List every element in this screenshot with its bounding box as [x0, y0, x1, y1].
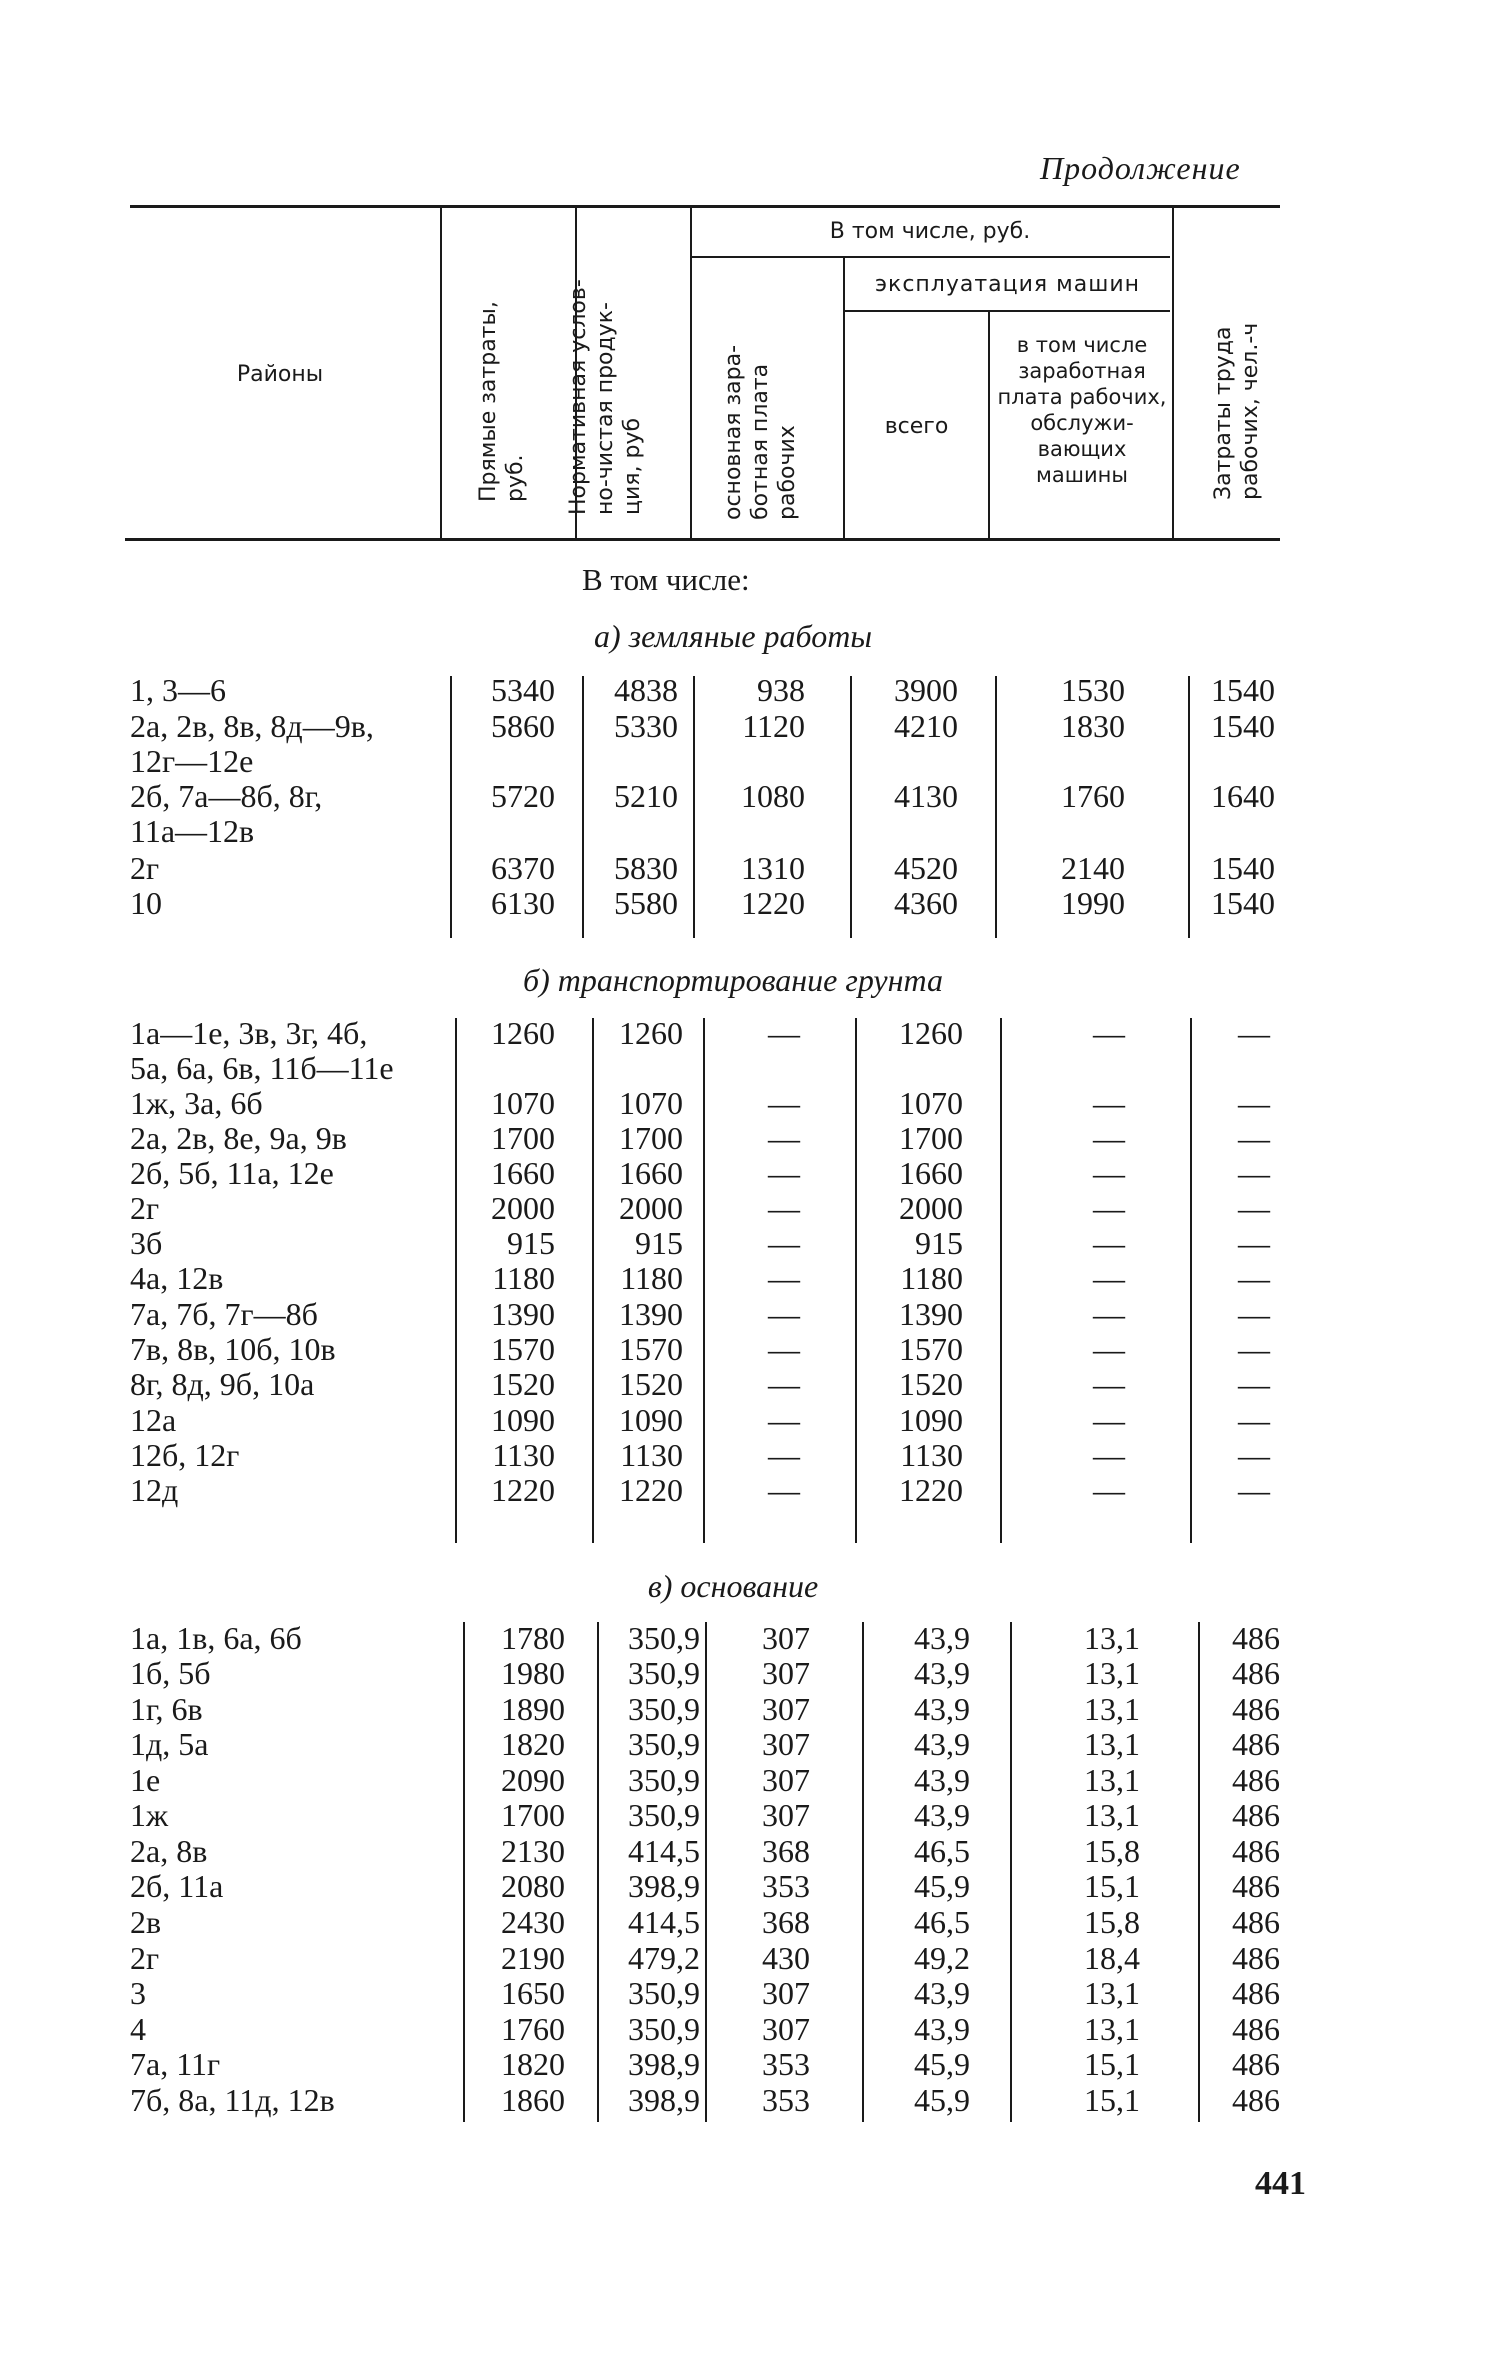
row-label: 1а, 1в, 6а, 6б: [130, 1620, 302, 1656]
cell-value: 307: [762, 1691, 810, 1727]
cell-value: 15,1: [1084, 1868, 1140, 1904]
table-row: [0, 1762, 1506, 1798]
cell-value: 1130: [900, 1437, 963, 1473]
cell-value: 1660: [491, 1155, 555, 1191]
table-row: [0, 1331, 1506, 1367]
cell-value: 13,1: [1084, 1797, 1140, 1833]
cell-value: 353: [762, 2046, 810, 2082]
including-rule: [690, 256, 1170, 258]
header-vline-1: [440, 208, 442, 538]
header-total: всего: [884, 414, 949, 439]
row-label-continuation: 11а—12в: [130, 813, 255, 849]
cell-value: 414,5: [628, 1833, 700, 1869]
cell-value: —: [1093, 1015, 1125, 1051]
cell-value: 43,9: [914, 1762, 970, 1798]
cell-value: 1090: [491, 1402, 555, 1438]
cell-value: 915: [507, 1225, 555, 1261]
cell-value: —: [768, 1402, 800, 1438]
cell-value: 1570: [899, 1331, 963, 1367]
cell-value: —: [768, 1296, 800, 1332]
cell-value: —: [768, 1085, 800, 1121]
row-label-continuation: 12г—12е: [130, 743, 254, 779]
row-label: 2б, 11а: [130, 1868, 224, 1904]
cell-value: 2000: [491, 1190, 555, 1226]
row-label: 7б, 8а, 11д, 12в: [130, 2082, 335, 2118]
cell-value: 486: [1232, 2082, 1280, 2118]
cell-value: 2090: [501, 1762, 565, 1798]
cell-value: 4210: [894, 708, 958, 744]
cell-value: 5580: [614, 885, 678, 921]
cell-value: 1820: [501, 1726, 565, 1762]
cell-value: 1890: [501, 1691, 565, 1727]
cell-value: 1180: [620, 1260, 683, 1296]
table-row: [0, 1225, 1506, 1261]
cell-value: 2080: [501, 1868, 565, 1904]
cell-value: 45,9: [914, 2082, 970, 2118]
header-base-wage: основная зара-ботная плата рабочих: [721, 344, 800, 520]
continuation-label: Продолжение: [1040, 150, 1241, 186]
cell-value: 1980: [501, 1655, 565, 1691]
header-regions: Районы: [236, 362, 324, 387]
row-label: 2б, 7а—8б, 8г,: [130, 778, 323, 814]
cell-value: —: [768, 1472, 800, 1508]
row-label: 8г, 8д, 9б, 10а: [130, 1366, 315, 1402]
header-machine-wage: в том числе заработная плата рабочих, обслужи-вающих машины: [997, 333, 1167, 487]
cell-value: 307: [762, 1797, 810, 1833]
cell-value: —: [1238, 1225, 1270, 1261]
cell-value: 1390: [491, 1296, 555, 1332]
cell-value: —: [1093, 1296, 1125, 1332]
header-vline-4: [843, 258, 845, 538]
cell-value: 486: [1232, 1762, 1280, 1798]
cell-value: 1520: [491, 1366, 555, 1402]
cell-value: —: [768, 1366, 800, 1402]
cell-value: 6130: [491, 885, 555, 921]
table-row: [0, 1797, 1506, 1833]
cell-value: 1070: [619, 1085, 683, 1121]
cell-value: —: [1093, 1437, 1125, 1473]
table-row: [0, 2011, 1506, 2047]
cell-value: —: [1238, 1085, 1270, 1121]
cell-value: 1700: [899, 1120, 963, 1156]
including-label: В том числе:: [582, 562, 750, 597]
row-label: 1а—1е, 3в, 3г, 4б,: [130, 1015, 368, 1051]
cell-value: 1700: [491, 1120, 555, 1156]
cell-value: 43,9: [914, 1655, 970, 1691]
cell-value: 1390: [619, 1296, 683, 1332]
cell-value: 13,1: [1084, 1691, 1140, 1727]
cell-value: 6370: [491, 850, 555, 886]
cell-value: 15,8: [1084, 1833, 1140, 1869]
cell-value: 1760: [1061, 778, 1125, 814]
cell-value: 5830: [614, 850, 678, 886]
row-label: 10: [130, 885, 162, 921]
cell-value: 1220: [741, 885, 805, 921]
section-title-foundation: в) основание: [647, 1568, 819, 1604]
cell-value: 4838: [614, 672, 678, 708]
cell-value: 5330: [614, 708, 678, 744]
cell-value: 430: [762, 1940, 810, 1976]
cell-value: —: [1093, 1155, 1125, 1191]
cell-value: 43,9: [914, 1691, 970, 1727]
cell-value: 5210: [614, 778, 678, 814]
cell-value: —: [1238, 1331, 1270, 1367]
row-label: 4а, 12в: [130, 1260, 224, 1296]
cell-value: 15,8: [1084, 1904, 1140, 1940]
row-label: 2а, 8в: [130, 1833, 208, 1869]
cell-value: 350,9: [628, 1655, 700, 1691]
cell-value: 350,9: [628, 1691, 700, 1727]
table-row: [0, 1940, 1506, 1976]
cell-value: 13,1: [1084, 1726, 1140, 1762]
table-row: [0, 1868, 1506, 1904]
table-row: [0, 1402, 1506, 1438]
cell-value: 1990: [1061, 885, 1125, 921]
cell-value: —: [1238, 1015, 1270, 1051]
cell-value: 1130: [492, 1437, 555, 1473]
cell-value: 2140: [1061, 850, 1125, 886]
row-label: 2г: [130, 850, 160, 886]
table-row: [0, 885, 1506, 921]
cell-value: —: [1093, 1402, 1125, 1438]
row-label: 2б, 5б, 11а, 12е: [130, 1155, 334, 1191]
section-title-transport: б) транспортирование грунта: [522, 962, 943, 998]
cell-value: 486: [1232, 1833, 1280, 1869]
cell-value: 5720: [491, 778, 555, 814]
table-row: [0, 1904, 1506, 1940]
cell-value: 1260: [619, 1015, 683, 1051]
cell-value: 938: [757, 672, 805, 708]
table-row: [0, 1085, 1506, 1121]
cell-value: 486: [1232, 1691, 1280, 1727]
cell-value: 1540: [1211, 850, 1275, 886]
cell-value: 486: [1232, 1726, 1280, 1762]
cell-value: —: [1238, 1402, 1270, 1438]
cell-value: 2190: [501, 1940, 565, 1976]
cell-value: —: [1093, 1085, 1125, 1121]
cell-value: —: [768, 1225, 800, 1261]
cell-value: 49,2: [914, 1940, 970, 1976]
cell-value: 486: [1232, 1868, 1280, 1904]
cell-value: 915: [635, 1225, 683, 1261]
cell-value: 486: [1232, 1655, 1280, 1691]
cell-value: —: [1238, 1155, 1270, 1191]
cell-value: 2430: [501, 1904, 565, 1940]
cell-value: 368: [762, 1833, 810, 1869]
table-row: [0, 1120, 1506, 1156]
cell-value: 1540: [1211, 885, 1275, 921]
row-label-continuation: 5а, 6а, 6в, 11б—11е: [130, 1050, 394, 1086]
cell-value: 45,9: [914, 1868, 970, 1904]
cell-value: 1540: [1211, 672, 1275, 708]
cell-value: —: [768, 1260, 800, 1296]
cell-value: 1120: [742, 708, 805, 744]
cell-value: 1530: [1061, 672, 1125, 708]
row-label: 1г, 6в: [130, 1691, 203, 1727]
cell-value: —: [1238, 1296, 1270, 1332]
table-row: [0, 1155, 1506, 1191]
cell-value: 18,4: [1084, 1940, 1140, 1976]
cell-value: 1860: [501, 2082, 565, 2118]
cell-value: 5340: [491, 672, 555, 708]
cell-value: 1570: [619, 1331, 683, 1367]
row-label: 7а, 7б, 7г—8б: [130, 1296, 318, 1332]
cell-value: 915: [915, 1225, 963, 1261]
cell-value: 307: [762, 1726, 810, 1762]
cell-value: 1540: [1211, 708, 1275, 744]
cell-value: —: [1238, 1260, 1270, 1296]
header-vline-6: [1172, 208, 1174, 538]
cell-value: 2000: [619, 1190, 683, 1226]
cell-value: —: [1093, 1260, 1125, 1296]
table-row: [0, 1833, 1506, 1869]
cell-value: 1070: [491, 1085, 555, 1121]
row-label: 1д, 5а: [130, 1726, 209, 1762]
cell-value: 350,9: [628, 1797, 700, 1833]
cell-value: 479,2: [628, 1940, 700, 1976]
cell-value: 350,9: [628, 1620, 700, 1656]
table-row: [0, 1437, 1506, 1473]
cell-value: —: [1238, 1366, 1270, 1402]
cell-value: 15,1: [1084, 2082, 1140, 2118]
table-row: [0, 1975, 1506, 2011]
cell-value: 1520: [899, 1366, 963, 1402]
machines-rule: [845, 310, 1170, 312]
cell-value: 414,5: [628, 1904, 700, 1940]
row-label: 4: [130, 2011, 146, 2047]
cell-value: —: [1093, 1120, 1125, 1156]
cell-value: 350,9: [628, 1726, 700, 1762]
table-row: [0, 1190, 1506, 1226]
cell-value: 1260: [899, 1015, 963, 1051]
cell-value: 350,9: [628, 2011, 700, 2047]
row-label: 1ж: [130, 1797, 169, 1833]
cell-value: 486: [1232, 1620, 1280, 1656]
cell-value: 1220: [619, 1472, 683, 1508]
cell-value: —: [1238, 1120, 1270, 1156]
header-normative-product: Нормативная услов-но-чистая продук-ция, руб: [566, 279, 645, 515]
cell-value: 1830: [1061, 708, 1125, 744]
cell-value: —: [768, 1190, 800, 1226]
table-row: [0, 1726, 1506, 1762]
row-label: 3: [130, 1975, 146, 2011]
row-label: 1, 3—6: [130, 672, 226, 708]
table-row: [0, 1260, 1506, 1296]
row-label: 2г: [130, 1940, 160, 1976]
cell-value: 486: [1232, 2011, 1280, 2047]
cell-value: 2130: [501, 1833, 565, 1869]
cell-value: 1180: [900, 1260, 963, 1296]
header-vline-3: [690, 208, 692, 538]
row-label: 7а, 11г: [130, 2046, 221, 2082]
cell-value: 1780: [501, 1620, 565, 1656]
cell-value: 1220: [491, 1472, 555, 1508]
cell-value: 1820: [501, 2046, 565, 2082]
header-bottom-rule: [125, 538, 1280, 541]
row-label: 2а, 2в, 8в, 8д—9в,: [130, 708, 374, 744]
cell-value: 45,9: [914, 2046, 970, 2082]
cell-value: —: [1093, 1190, 1125, 1226]
cell-value: 5860: [491, 708, 555, 744]
row-label: 1е: [130, 1762, 161, 1798]
cell-value: 307: [762, 1975, 810, 2011]
row-label: 1б, 5б: [130, 1655, 211, 1691]
header-labor: Затраты труда рабочих, чел.-ч: [1211, 322, 1263, 500]
cell-value: 43,9: [914, 1726, 970, 1762]
row-label: 2а, 2в, 8е, 9а, 9в: [130, 1120, 347, 1156]
row-label: 12а: [130, 1402, 177, 1438]
row-label: 2г: [130, 1190, 160, 1226]
cell-value: 1180: [492, 1260, 555, 1296]
cell-value: 1080: [741, 778, 805, 814]
cell-value: —: [768, 1015, 800, 1051]
row-label: 12б, 12г: [130, 1437, 240, 1473]
section-title-earthworks: а) земляные работы: [594, 618, 872, 654]
cell-value: 1700: [619, 1120, 683, 1156]
cell-value: 307: [762, 1762, 810, 1798]
cell-value: 46,5: [914, 1904, 970, 1940]
table-row: [0, 778, 1506, 814]
cell-value: 486: [1232, 1975, 1280, 2011]
cell-value: 1640: [1211, 778, 1275, 814]
cell-value: 43,9: [914, 1797, 970, 1833]
cell-value: 46,5: [914, 1833, 970, 1869]
cell-value: 4130: [894, 778, 958, 814]
cell-value: 350,9: [628, 1762, 700, 1798]
cell-value: 1260: [491, 1015, 555, 1051]
cell-value: 43,9: [914, 1620, 970, 1656]
table-row: [0, 2082, 1506, 2118]
table-row: [0, 1691, 1506, 1727]
cell-value: —: [1238, 1437, 1270, 1473]
cell-value: 1570: [491, 1331, 555, 1367]
cell-value: —: [1093, 1331, 1125, 1367]
table-row: [0, 2046, 1506, 2082]
table-row: [0, 1366, 1506, 1402]
table-row: [0, 1472, 1506, 1508]
cell-value: 350,9: [628, 1975, 700, 2011]
cell-value: 13,1: [1084, 1655, 1140, 1691]
cell-value: 486: [1232, 1904, 1280, 1940]
cell-value: 43,9: [914, 2011, 970, 2047]
header-top-rule: [130, 205, 1280, 208]
table-row: [0, 1296, 1506, 1332]
cell-value: 1130: [620, 1437, 683, 1473]
cell-value: 368: [762, 1904, 810, 1940]
cell-value: 13,1: [1084, 1620, 1140, 1656]
row-label: 1ж, 3а, 6б: [130, 1085, 263, 1121]
cell-value: —: [1238, 1472, 1270, 1508]
cell-value: —: [768, 1120, 800, 1156]
cell-value: 4360: [894, 885, 958, 921]
cell-value: 486: [1232, 1940, 1280, 1976]
table-row: [0, 1655, 1506, 1691]
row-label: 3б: [130, 1225, 163, 1261]
page-number: 441: [1255, 2165, 1306, 2202]
cell-value: 486: [1232, 1797, 1280, 1833]
cell-value: 353: [762, 2082, 810, 2118]
cell-value: —: [1093, 1366, 1125, 1402]
cell-value: 1090: [899, 1402, 963, 1438]
table-row: [0, 850, 1506, 886]
cell-value: 1760: [501, 2011, 565, 2047]
cell-value: 1090: [619, 1402, 683, 1438]
cell-value: 307: [762, 2011, 810, 2047]
cell-value: 13,1: [1084, 1975, 1140, 2011]
cell-value: 307: [762, 1620, 810, 1656]
cell-value: 353: [762, 1868, 810, 1904]
table-row: [0, 708, 1506, 744]
cell-value: 4520: [894, 850, 958, 886]
cell-value: —: [768, 1155, 800, 1191]
cell-value: 486: [1232, 2046, 1280, 2082]
header-machine-operation: эксплуатация машин: [874, 272, 1141, 297]
table-row: [0, 672, 1506, 708]
cell-value: 307: [762, 1655, 810, 1691]
cell-value: 1660: [899, 1155, 963, 1191]
table-row: [0, 1620, 1506, 1656]
cell-value: 1310: [741, 850, 805, 886]
cell-value: 43,9: [914, 1975, 970, 2011]
cell-value: 2000: [899, 1190, 963, 1226]
cell-value: 1700: [501, 1797, 565, 1833]
cell-value: 398,9: [628, 2046, 700, 2082]
cell-value: 13,1: [1084, 2011, 1140, 2047]
cell-value: 1070: [899, 1085, 963, 1121]
cell-value: 1660: [619, 1155, 683, 1191]
cell-value: 1220: [899, 1472, 963, 1508]
row-label: 2в: [130, 1904, 162, 1940]
cell-value: —: [768, 1437, 800, 1473]
cell-value: 13,1: [1084, 1762, 1140, 1798]
cell-value: 398,9: [628, 1868, 700, 1904]
cell-value: 398,9: [628, 2082, 700, 2118]
cell-value: 1520: [619, 1366, 683, 1402]
header-vline-5: [988, 312, 990, 538]
cell-value: —: [1238, 1190, 1270, 1226]
row-label: 7в, 8в, 10б, 10в: [130, 1331, 336, 1367]
cell-value: —: [1093, 1225, 1125, 1261]
cell-value: —: [768, 1331, 800, 1367]
header-including: В том числе, руб.: [829, 219, 1031, 244]
cell-value: 3900: [894, 672, 958, 708]
cell-value: 15,1: [1084, 2046, 1140, 2082]
cell-value: —: [1093, 1472, 1125, 1508]
table-row: [0, 1015, 1506, 1051]
cell-value: 1390: [899, 1296, 963, 1332]
row-label: 12д: [130, 1472, 179, 1508]
header-direct-costs: Прямые затраты, руб.: [476, 301, 528, 502]
cell-value: 1650: [501, 1975, 565, 2011]
